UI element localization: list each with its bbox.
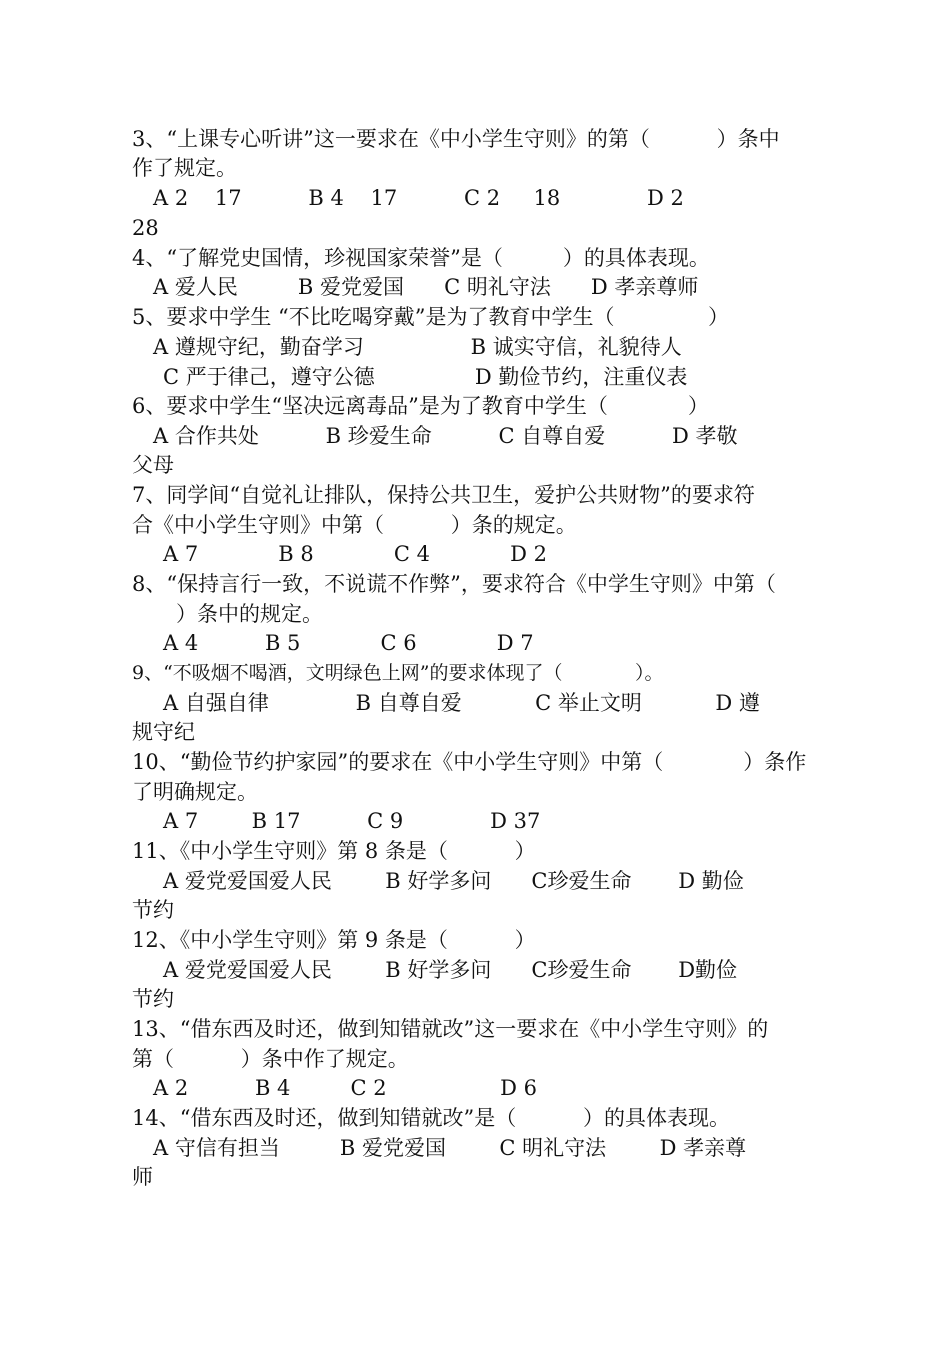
question-3-stem-line-2: 作了规定。 — [132, 156, 237, 180]
question-9-stem-line-1: 9、“不吸烟不喝酒，文明绿色上网”的要求体现了（ ）。 — [132, 662, 664, 684]
question-10-options-line-1: A 7 B 17 C 9 D 37 — [163, 809, 541, 833]
question-7-options-line-1: A 7 B 8 C 4 D 2 — [163, 542, 547, 566]
question-12-options-line-1: A 爱党爱国爱人民 B 好学多问 C珍爱生命 D勤俭 — [163, 958, 738, 982]
question-8-stem-line-1: 8、“保持言行一致，不说谎不作弊”，要求符合《中学生守则》中第（ — [132, 572, 776, 596]
question-10-stem-line-2: 了明确规定。 — [132, 780, 258, 804]
question-3-options-line-1: A 2 17 B 4 17 C 2 18 D 2 — [153, 186, 684, 210]
question-11-options-line-2: 节约 — [132, 898, 174, 922]
question-3-options-line-2: 28 — [132, 216, 159, 240]
question-12-stem-line-1: 12、《中小学生守则》第 9 条是（ ） — [132, 928, 536, 952]
question-6-options-line-2: 父母 — [132, 453, 174, 477]
question-14-stem-line-1: 14、“借东西及时还，做到知错就改”是（ ）的具体表现。 — [132, 1106, 730, 1130]
question-11-stem-line-1: 11、《中小学生守则》第 8 条是（ ） — [132, 839, 536, 863]
question-13-stem-line-1: 13、“借东西及时还，做到知错就改”这一要求在《中小学生守则》的 — [132, 1017, 769, 1041]
question-8-stem-line-2: ）条中的规定。 — [176, 602, 323, 626]
question-13-stem-line-2: 第（ ）条中作了规定。 — [132, 1047, 409, 1071]
question-5-options-line-1: A 遵规守纪，勤奋学习 B 诚实守信，礼貌待人 — [153, 335, 682, 359]
question-7-stem-line-1: 7、同学间“自觉礼让排队，保持公共卫生，爱护公共财物”的要求符 — [132, 483, 755, 507]
question-11-options-line-1: A 爱党爱国爱人民 B 好学多问 C珍爱生命 D 勤俭 — [163, 869, 744, 893]
question-13-options-line-1: A 2 B 4 C 2 D 6 — [153, 1076, 537, 1100]
question-14-options-line-2: 师 — [132, 1165, 153, 1189]
question-9-options-line-2: 规守纪 — [132, 720, 195, 744]
question-4-stem-line-1: 4、“了解党史国情，珍视国家荣誉”是（ ）的具体表现。 — [132, 246, 710, 270]
question-4-options-line-1: A 爱人民 B 爱党爱国 C 明礼守法 D 孝亲尊师 — [153, 275, 699, 299]
question-9-options-line-1: A 自强自律 B 自尊自爱 C 举止文明 D 遵 — [163, 691, 760, 715]
question-5-options-line-2: C 严于律己，遵守公德 D 勤俭节约，注重仪表 — [163, 365, 688, 389]
question-12-options-line-2: 节约 — [132, 987, 174, 1011]
question-7-stem-line-2: 合《中小学生守则》中第（ ）条的规定。 — [132, 513, 577, 537]
question-3-stem-line-1: 3、“上课专心听讲”这一要求在《中小学生守则》的第（ ）条中 — [132, 127, 780, 151]
question-6-stem-line-1: 6、要求中学生“坚决远离毒品”是为了教育中学生（ ） — [132, 394, 709, 418]
question-10-stem-line-1: 10、“勤俭节约护家园”的要求在《中小学生守则》中第（ ）条作 — [132, 750, 807, 774]
question-5-stem-line-1: 5、要求中学生 “不比吃喝穿戴”是为了教育中学生（ ） — [132, 305, 729, 329]
question-6-options-line-1: A 合作共处 B 珍爱生命 C 自尊自爱 D 孝敬 — [153, 424, 738, 448]
question-14-options-line-1: A 守信有担当 B 爱党爱国 C 明礼守法 D 孝亲尊 — [153, 1136, 747, 1160]
question-8-options-line-1: A 4 B 5 C 6 D 7 — [163, 631, 534, 655]
